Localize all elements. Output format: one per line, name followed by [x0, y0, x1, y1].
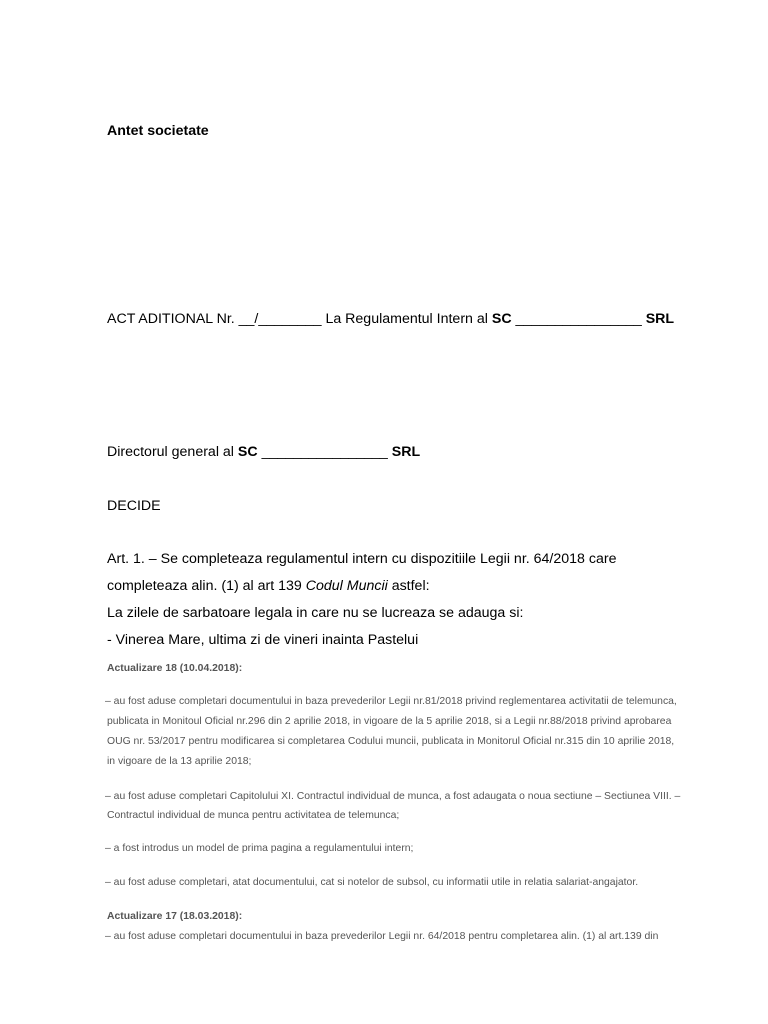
director-line-blank: ________________ — [257, 444, 392, 460]
director-line — [107, 444, 420, 460]
article-line-1: Art. 1. – Se completeaza regulamentul intern cu dispozitiile Legii nr. 64/2018 care — [107, 551, 617, 567]
act-aditional-line — [107, 311, 674, 327]
director-line-srl: SRL — [391, 444, 421, 460]
article-line-2 — [107, 578, 430, 594]
article-line-4: - Vinerea Mare, ultima zi de vineri inainta Pastelui — [107, 632, 419, 648]
update-17-item-1: – au fost aduse completari documentului in baza prevederilor Legii nr. 64/2018 pentru completarea alin. (1) al art.139 din — [105, 931, 659, 942]
update-18-item-2-line-1: – au fost aduse completari Capitolului XI. Contractul individual de munca, a fost adaugata o noua sectiune – Sectiunea VIII. – — [105, 791, 681, 802]
update-18-item-2-line-2: Contractul individual de munca pentru activitatea de telemunca; — [107, 810, 400, 821]
update-18-item-1-line-1: – au fost aduse completari documentului in baza prevederilor Legii nr.81/2018 privind reglementarea activitatii de telemunca, — [105, 696, 677, 707]
update-18-item-4: – au fost aduse completari, atat documentului, cat si notelor de subsol, cu informatii utile in relatia salariat-angajator. — [105, 877, 639, 888]
company-header: Antet societate — [107, 123, 209, 139]
update-18-title: Actualizare 18 (10.04.2018): — [107, 663, 243, 674]
article-line-2-suffix: astfel: — [387, 578, 430, 594]
article-line-2-prefix: completeaza alin. (1) al art 139 — [107, 578, 306, 594]
update-18-item-3: – a fost introdus un model de prima pagina a regulamentului intern; — [105, 843, 414, 854]
act-line-prefix: ACT ADITIONAL Nr. __/________ La Regulamentul Intern al — [107, 311, 492, 327]
act-line-srl: SRL — [645, 311, 675, 327]
act-line-sc: SC — [491, 311, 512, 327]
update-18-item-1-line-3: OUG nr. 53/2017 pentru modificarea si completarea Codului muncii, publicata in Monitorul Oficial nr.315 din 10 aprilie 2018, — [107, 736, 675, 747]
update-18-item-1-line-2: publicata in Monitoul Oficial nr.296 din 2 aprilie 2018, in vigoare de la 5 aprilie 2018, si a Legii nr.88/2018 privind aprobarea — [107, 716, 672, 727]
update-18-item-1-line-4: in vigoare de la 13 aprilie 2018; — [107, 756, 252, 767]
act-line-blank: ________________ — [511, 311, 646, 327]
decide-heading: DECIDE — [107, 498, 161, 514]
director-line-sc: SC — [237, 444, 258, 460]
update-17-title: Actualizare 17 (18.03.2018): — [107, 911, 243, 922]
article-line-2-italic: Codul Muncii — [305, 578, 388, 594]
article-line-3: La zilele de sarbatoare legala in care nu se lucreaza se adauga si: — [107, 605, 524, 621]
director-line-prefix: Directorul general al — [107, 444, 238, 460]
